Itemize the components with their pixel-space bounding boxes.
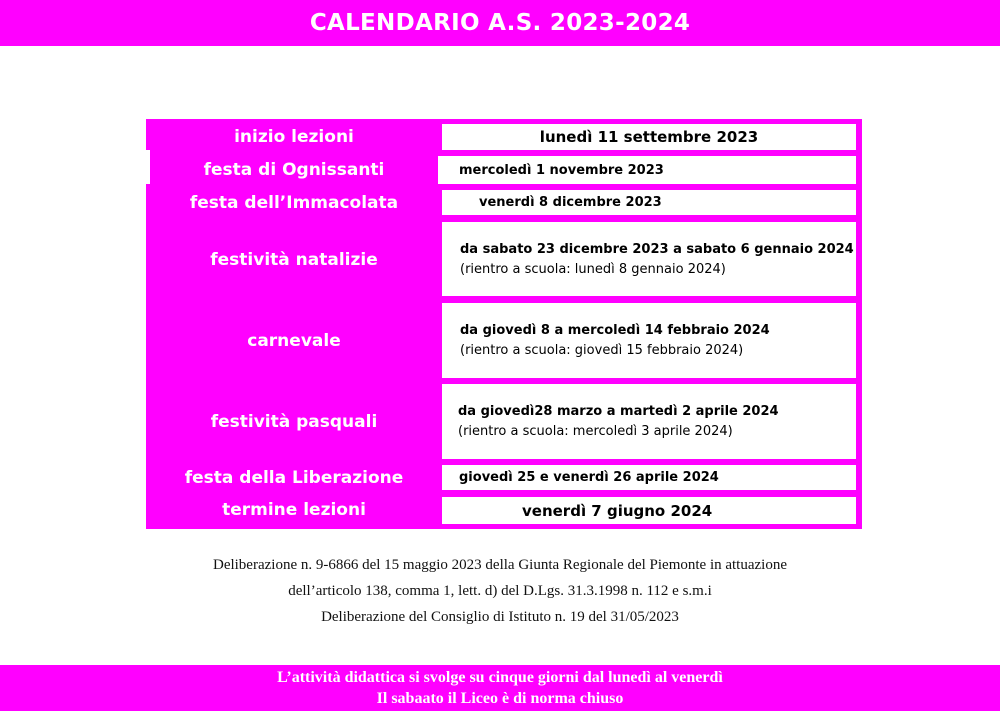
page-header [0,0,1000,46]
deliberation-line: Deliberazione n. 9-6866 del 15 maggio 2023 della Giunta Regionale del Piemonte in attuazione [212,557,787,573]
calendar-row-value [442,465,856,490]
calendar-row-value [442,497,856,524]
calendar-row-value [442,384,856,459]
calendar-row-label: inizio lezioni [234,127,354,147]
calendar-row-label: carnevale [247,331,341,351]
return-note: (rientro a scuola: giovedì 15 febbraio 2024) [460,343,744,358]
calendar-row-value [442,303,856,378]
calendar-row-label: termine lezioni [222,500,366,520]
footer-line: L’attività didattica si svolge su cinque giorni dal lunedì al venerdì [277,669,723,686]
date-text: venerdì 7 giugno 2024 [522,501,713,520]
date-text: mercoledì 1 novembre 2023 [459,162,664,178]
calendar-row-label: festa di Ognissanti [203,160,385,180]
deliberation-line: dell’articolo 138, comma 1, lett. d) del D.Lgs. 31.3.1998 n. 112 e s.m.i [288,583,712,599]
calendar-row-value [442,222,856,296]
page-title: CALENDARIO A.S. 2023-2024 [309,10,691,36]
footer-line: Il sabaato il Liceo è di norma chiuso [376,690,624,707]
deliberations-text [0,552,1000,630]
return-note: (rientro a scuola: lunedì 8 gennaio 2024) [460,261,726,277]
calendar-row-label: festività pasquali [210,412,378,432]
calendar-row-label: festa dell’Immacolata [189,193,399,213]
date-range-text: da giovedì28 marzo a martedì 2 aprile 2024 [458,404,779,419]
calendar-row-value [438,156,856,184]
date-range-text: da sabato 23 dicembre 2023 a sabato 6 gennaio 2024 [460,241,854,257]
date-range-text: da giovedì 8 a mercoledì 14 febbraio 2024 [460,323,770,338]
calendar-row-label: festa della Liberazione [184,468,404,488]
date-text: lunedì 11 settembre 2023 [539,128,759,146]
date-text: venerdì 8 dicembre 2023 [479,195,662,210]
calendar-row-value [442,190,856,215]
deliberation-line: Deliberazione del Consiglio di Istituto n. 19 del 31/05/2023 [321,609,679,625]
footer-banner [0,665,1000,711]
date-text: giovedì 25 e venerdì 26 aprile 2024 [459,470,719,485]
return-note: (rientro a scuola: mercoledì 3 aprile 2024) [458,424,733,439]
calendar-row-value [442,124,856,150]
calendar-row-label: festività natalizie [210,250,378,270]
